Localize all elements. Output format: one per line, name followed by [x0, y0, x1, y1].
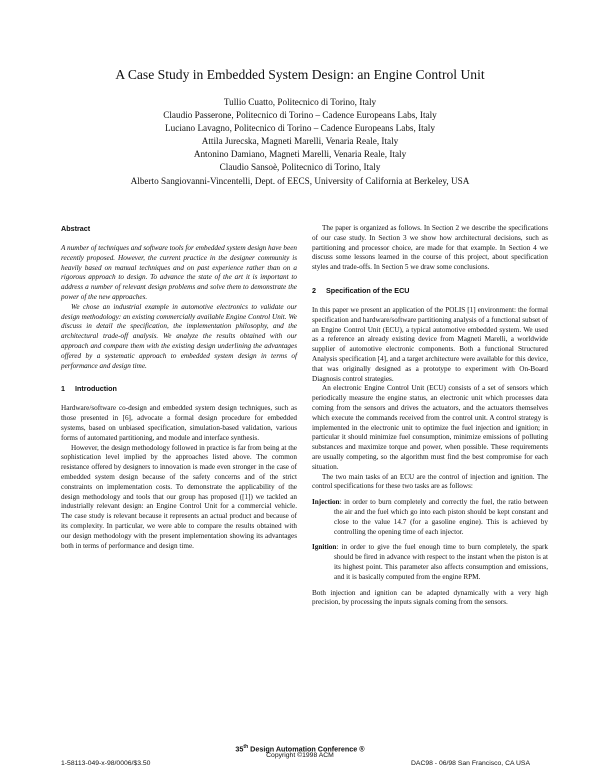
- left-column: [61, 224, 297, 551]
- author-line: Antonino Damiano, Magneti Marelli, Venaria Reale, Italy: [193, 149, 407, 160]
- task-item-ignition: [312, 543, 548, 582]
- conference-ordinal: th: [243, 744, 249, 750]
- section-title: Specification of the ECU: [326, 285, 410, 295]
- task-text: : in order to give the fuel enough time to burn completely, the spark should be fired in advance with respect to the instant when the piston is at its highest point. This parameter also affects consumption and emissions, and it is basically computed from the engine RPM.: [334, 543, 548, 581]
- body-paragraph: However, the design methodology followed in practice is far from being at the sophistication level implied by the approaches listed above. The common resistance offered by designers to innovation is made even stronger in the case of embedded system design because of the safety concerns and of the strict constraints on implementation costs. To demonstrate the applicability of the design methodology and tools that our group has proposed ([1]) we tackled an industrially relevant design: an Engine Control Unit for a commercial vehicle. The case study is relevant because it represents an actual product and because of its complexity. In particular, we were able to compare the results obtained with our design methodology with the present implementation showing its advantages both in terms of performance and design time.: [61, 443, 297, 550]
- task-item-injection: [312, 498, 548, 537]
- abstract-heading: Abstract: [61, 224, 91, 233]
- section-number: 2: [312, 285, 316, 295]
- author-line: Alberto Sangiovanni-Vincentelli, Dept. of EECS, University of California at Berkeley, USA: [130, 175, 470, 186]
- task-label: Injection: [312, 498, 340, 507]
- paper-title: A Case Study in Embedded System Design: an Engine Control Unit: [115, 67, 485, 82]
- body-paragraph: The two main tasks of an ECU are the control of injection and ignition. The control specifications for these two tasks are as follows:: [312, 472, 548, 491]
- section-number: 1: [61, 384, 65, 394]
- abstract-paragraph: A number of techniques and software tools for embedded system design have been recently proposed. However, the current practice in the designer community is heavily based on manual techniques and on past experience rather than on a rigorous approach to design. To advance the state of the art it is important to address a number of relevant design problems and solve them to demonstrate the power of the new approaches.: [61, 244, 297, 301]
- body-paragraph: In this paper we present an application of the POLIS [1] environment: the formal specification and hardware/software partitioning analysis of a functional subset of an Engine Control Unit (ECU), a typical automotive embedded system. We used as a reference an already existing device from Magneti Marelli, a worldwide supplier of automotive electronic components. Both a functional Structured Analysis specification [4], and a target architecture were available for this device, that was originally designed as a prototype to experiment with On-Board Diagnosis control strategies.: [312, 305, 548, 383]
- copyright-notice: Copyright ©1998 ACM: [266, 752, 334, 759]
- task-text: : in order to burn completely and correctly the fuel, the ratio between the air and the fuel which go into each piston should be kept constant and close to the value 14.7 (for a gasoline engine). This is achieved by controlling the opening time of each injector.: [334, 498, 548, 536]
- section-title: Introduction: [75, 384, 117, 394]
- section-heading-specification: [312, 286, 548, 296]
- right-column: [312, 224, 548, 608]
- author-line: Claudio Passerone, Politecnico di Torino – Cadence Europeans Labs, Italy: [163, 110, 437, 121]
- author-line: Tullio Cuatto, Politecnico di Torino, Italy: [223, 97, 377, 107]
- conference-location: DAC98 - 06/98 San Francisco, CA USA: [411, 760, 530, 767]
- author-line: Luciano Lavagno, Politecnico di Torino – Cadence Europeans Labs, Italy: [165, 123, 435, 134]
- body-paragraph: Hardware/software co-design and embedded system design techniques, such as those presented in [6], advocate a formal design procedure for embedded systems, based on unbiased specification, simulation-based validation, various forms of automated partitioning, and module and interface synthesis.: [61, 404, 297, 442]
- body-paragraph: An electronic Engine Control Unit (ECU) consists of a set of sensors which periodically measure the engine status, an electronic unit which processes data coming from the sensors and drives the actuators, and the actuators themselves which execute the commands received from the control unit. A control strategy is implemented in the electronic unit to optimize the fuel injection and ignition; in particular it should minimize fuel consumption, minimize emissions of polluting substances and maximize torque and power, when possible. These requirements are usually competing, so the algorithm must find the best compromise for each situation.: [312, 384, 548, 471]
- isbn-price: 1-58113-049-x-98/0006/$3.50: [61, 760, 151, 767]
- conference-name: Design Automation Conference ®: [248, 744, 365, 754]
- author-line: Claudio Sansoè, Politecnico di Torino, Italy: [219, 162, 381, 173]
- author-line: Attila Jurecska, Magneti Marelli, Venaria Reale, Italy: [201, 136, 399, 147]
- abstract-paragraph: We chose an industrial example in automotive electronics to validate our design methodology: an existing commercially available Engine Control Unit. We discuss in detail the specification, the implementation philosophy, and the architectural trade-off analysis. We analyze the results obtained with our approach and compare them with the existing design underlining the advantages offered by a systematic approach to embedded system design in terms of performance and design time.: [61, 302, 297, 370]
- author-list: [0, 96, 600, 188]
- body-paragraph: The paper is organized as follows. In Section 2 we describe the specifications of our case study. In Section 3 we show how architectural decisions, such as partitioning and processor choice, are made for that example. In Section 4 we discuss some lessons learned in the course of this project, about specification styles and trade-offs. In Section 5 we draw some conclusions.: [312, 224, 548, 272]
- conference-number: 35: [235, 744, 244, 754]
- body-paragraph: Both injection and ignition can be adapted dynamically with a very high precision, by processing the inputs signals coming from the sensors.: [312, 588, 548, 607]
- task-label: Ignition: [312, 543, 337, 552]
- section-heading-introduction: [61, 384, 297, 394]
